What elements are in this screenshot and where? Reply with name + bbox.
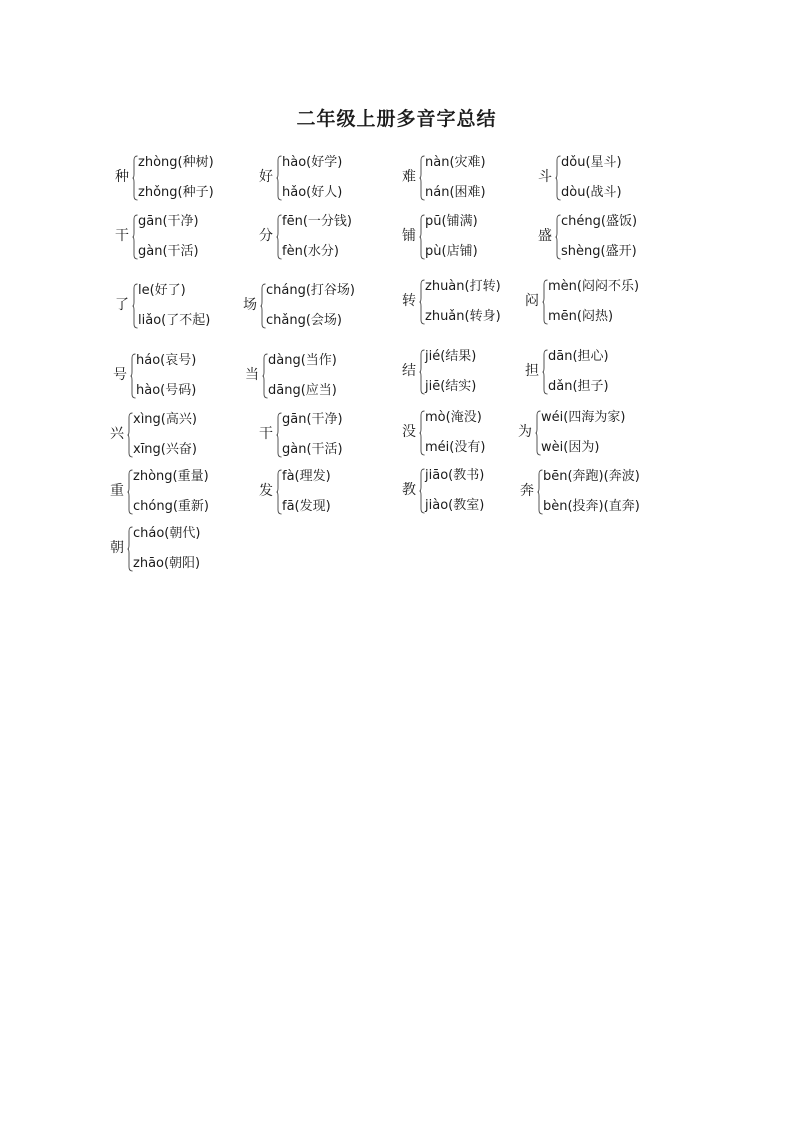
polyphone-entry [402, 154, 542, 200]
entry-reading: pū(铺满) [425, 214, 478, 229]
entry-reading: chǎng(会场) [266, 313, 342, 328]
entry-character: 重 [110, 483, 124, 499]
polyphone-entry [259, 468, 399, 514]
entry-character: 干 [115, 228, 129, 244]
entry-reading: mò(淹没) [425, 410, 482, 425]
polyphone-entry [402, 348, 542, 394]
entry-character: 奔 [520, 483, 534, 499]
polyphone-entry [520, 468, 660, 514]
entry-reading: dàng(当作) [268, 353, 337, 368]
entry-character: 担 [525, 363, 539, 379]
entry-character: 转 [402, 293, 416, 309]
entry-character: 当 [245, 367, 259, 383]
polyphone-entry [243, 282, 383, 328]
entry-reading: zhuàn(打转) [425, 279, 501, 294]
entry-reading: fà(理发) [282, 469, 331, 484]
entry-reading: bèn(投奔)(直奔) [543, 499, 640, 514]
entry-reading: xīng(兴奋) [133, 442, 197, 457]
entry-reading: gàn(干活) [138, 244, 199, 259]
entry-character: 盛 [538, 228, 552, 244]
polyphone-entry [538, 154, 678, 200]
entry-character: 结 [402, 363, 416, 379]
entry-character: 铺 [402, 228, 416, 244]
polyphone-entry [115, 154, 255, 200]
entry-reading: gàn(干活) [282, 442, 343, 457]
entry-reading: dān(担心) [548, 349, 609, 364]
entry-reading: wèi(因为) [541, 440, 600, 455]
polyphone-entry [110, 468, 250, 514]
entry-reading: mèn(闷闷不乐) [548, 279, 640, 294]
entry-reading: chéng(盛饭) [561, 214, 638, 229]
entry-reading: jié(结果) [425, 349, 477, 364]
entry-reading: háo(哀号) [136, 353, 197, 368]
entry-reading: zhòng(种树) [138, 155, 214, 170]
entry-reading: le(好了) [138, 283, 186, 298]
polyphone-entry [518, 409, 658, 455]
entry-character: 分 [259, 228, 273, 244]
entry-reading: mēn(闷热) [548, 309, 614, 324]
entry-reading: dǎn(担子) [548, 379, 609, 394]
entry-reading: fā(发现) [282, 499, 331, 514]
entry-character: 教 [402, 482, 416, 498]
entry-character: 斗 [538, 169, 552, 185]
entry-character: 发 [259, 483, 273, 499]
entry-reading: bēn(奔跑)(奔波) [543, 469, 640, 484]
entry-reading: zhǒng(种子) [138, 185, 214, 200]
entry-reading: zhuǎn(转身) [425, 309, 501, 324]
entry-reading: jiào(教室) [425, 498, 485, 513]
polyphone-entry [245, 352, 385, 398]
entry-reading: cháng(打谷场) [266, 283, 355, 298]
entry-character: 为 [518, 424, 532, 440]
entry-character: 种 [115, 169, 129, 185]
entry-reading: zhāo(朝阳) [133, 556, 201, 571]
entry-reading: liǎo(了不起) [138, 313, 211, 328]
entry-reading: zhòng(重量) [133, 469, 209, 484]
entry-character: 兴 [110, 426, 124, 442]
entry-character: 好 [259, 169, 273, 185]
entry-reading: méi(没有) [425, 440, 486, 455]
entry-reading: hǎo(好人) [282, 185, 343, 200]
entry-reading: fèn(水分) [282, 244, 339, 259]
entry-reading: shèng(盛开) [561, 244, 637, 259]
entry-reading: wéi(四海为家) [541, 410, 626, 425]
entry-character: 干 [259, 426, 273, 442]
entry-reading: xìng(高兴) [133, 412, 197, 427]
entry-reading: hào(号码) [136, 383, 197, 398]
entry-reading: nán(困难) [425, 185, 486, 200]
page-title: 二年级上册多音字总结 [296, 108, 497, 130]
polyphone-entry [402, 278, 542, 324]
polyphone-entry [538, 213, 678, 259]
entry-reading: dǒu(星斗) [561, 155, 622, 170]
entry-character: 了 [115, 297, 129, 313]
entry-reading: gān(干净) [282, 412, 343, 427]
polyphone-entry [259, 411, 399, 457]
polyphone-entry [525, 278, 665, 324]
entry-reading: chóng(重新) [133, 499, 209, 514]
polyphone-entry [259, 213, 399, 259]
polyphone-entry [115, 213, 255, 259]
entry-character: 朝 [110, 540, 124, 556]
entry-character: 没 [402, 424, 416, 440]
entry-character: 难 [402, 169, 416, 185]
entry-character: 场 [243, 297, 257, 313]
entry-reading: dāng(应当) [268, 383, 337, 398]
polyphone-entry [402, 213, 542, 259]
entry-reading: jiē(结实) [425, 379, 477, 394]
polyphone-entry [115, 282, 255, 328]
polyphone-entry [110, 411, 250, 457]
entry-character: 闷 [525, 293, 539, 309]
entry-reading: pù(店铺) [425, 244, 478, 259]
entry-reading: fēn(一分钱) [282, 214, 352, 229]
entry-reading: jiāo(教书) [425, 468, 485, 483]
entry-reading: hào(好学) [282, 155, 343, 170]
entry-character: 号 [113, 367, 127, 383]
entry-reading: cháo(朝代) [133, 526, 201, 541]
polyphone-entry [113, 352, 253, 398]
entry-reading: gān(干净) [138, 214, 199, 229]
entry-reading: nàn(灾难) [425, 155, 486, 170]
polyphone-entry [110, 525, 250, 571]
entry-reading: dòu(战斗) [561, 185, 622, 200]
polyphone-entry [259, 154, 399, 200]
polyphone-entry [525, 348, 665, 394]
